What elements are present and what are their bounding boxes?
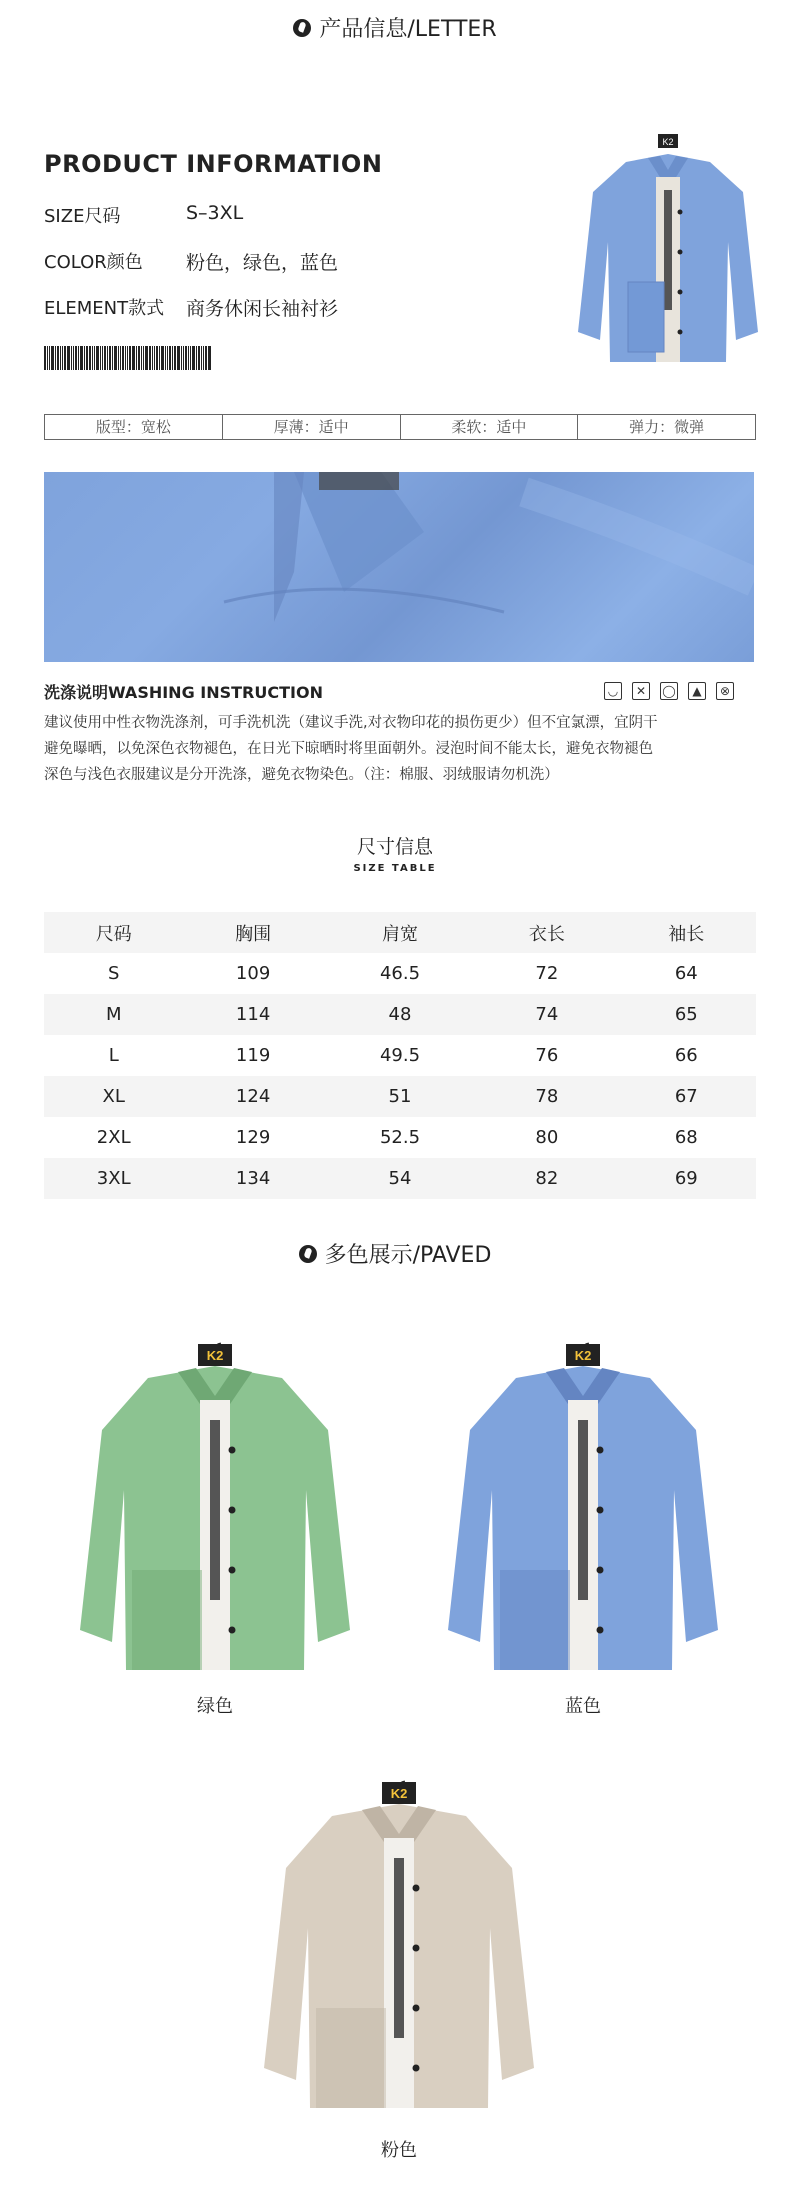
attribute-elasticity: 弹力：微弹 xyxy=(577,415,755,439)
size-table xyxy=(44,912,756,1199)
fabric-closeup-image xyxy=(44,472,754,662)
washing-line: 深色与浅色衣服建议是分开洗涤，避免衣物染色。（注：棉服、羽绒服请勿机洗） xyxy=(44,767,559,783)
table-cell: 2XL xyxy=(96,1127,131,1148)
no-bleach-icon: ✕ xyxy=(632,682,650,700)
table-header-cell: 胸围 xyxy=(183,912,322,953)
size-table-head-row xyxy=(44,912,756,953)
table-cell: XL xyxy=(44,1076,183,1117)
tumble-dry-icon: ◯ xyxy=(660,682,678,700)
table-row xyxy=(44,994,756,1035)
color-photo-blue xyxy=(428,1330,738,1680)
attribute-bar xyxy=(44,414,756,440)
table-cell: 51 xyxy=(323,1076,477,1117)
table-cell: 76 xyxy=(535,1045,559,1066)
section-title-letter xyxy=(0,12,790,43)
brand-logo-icon xyxy=(293,19,311,37)
product-info-list xyxy=(44,202,338,340)
table-cell: 64 xyxy=(674,963,698,984)
hanger-label: K2 xyxy=(662,137,674,147)
attribute-fit: 版型：宽松 xyxy=(95,418,171,436)
table-cell: 82 xyxy=(477,1158,616,1199)
table-cell: 65 xyxy=(617,994,756,1035)
section-title-text: 产品信息/LETTER xyxy=(319,17,497,42)
size-table-subtitle: SIZE TABLE xyxy=(353,863,437,874)
info-key: SIZE尺码 xyxy=(44,206,121,227)
table-cell: 52.5 xyxy=(379,1127,421,1148)
barcode xyxy=(44,346,284,370)
table-cell: 78 xyxy=(477,1076,616,1117)
no-dryclean-icon: ⊗ xyxy=(716,682,734,700)
product-info-heading: PRODUCT INFORMATION xyxy=(44,150,383,178)
table-row xyxy=(44,1076,756,1117)
brand-logo-icon xyxy=(299,1245,317,1263)
info-row-size xyxy=(44,202,338,248)
table-cell: 46.5 xyxy=(379,963,421,984)
table-cell: 72 xyxy=(535,963,559,984)
table-cell: 134 xyxy=(183,1158,322,1199)
table-header-cell: 尺码 xyxy=(44,912,183,953)
tub-icon: ◡ xyxy=(604,682,622,700)
table-cell: 109 xyxy=(235,963,271,984)
table-cell: 68 xyxy=(674,1127,698,1148)
table-row xyxy=(44,1117,756,1158)
table-row xyxy=(44,1158,756,1199)
table-cell: 3XL xyxy=(44,1158,183,1199)
svg-text:K2: K2 xyxy=(206,1348,224,1363)
table-cell: 49.5 xyxy=(379,1045,421,1066)
section-title-text: 多色展示/PAVED xyxy=(324,1243,492,1268)
color-caption-blue: 蓝色 xyxy=(565,1696,601,1717)
product-photo-blue-shirt xyxy=(568,132,768,372)
washing-line: 建议使用中性衣物洗涤剂，可手洗机洗（建议手洗,对衣物印花的损伤更少）但不宜氯漂，宜阴干 xyxy=(44,715,658,731)
info-value: S–3XL xyxy=(186,202,244,224)
table-cell: 48 xyxy=(323,994,477,1035)
washing-title: 洗涤说明WASHING INSTRUCTION xyxy=(44,683,323,702)
table-cell: L xyxy=(108,1045,119,1066)
color-caption-green: 绿色 xyxy=(197,1696,233,1717)
attribute-thickness: 厚薄：适中 xyxy=(222,415,400,439)
info-key: ELEMENT款式 xyxy=(44,298,165,319)
table-header-cell: 袖长 xyxy=(617,912,756,953)
washing-line: 避免曝晒，以免深色衣物褪色，在日光下晾晒时将里面朝外。浸泡时间不能太长，避免衣物褪色 xyxy=(44,741,653,757)
iron-icon: ▲ xyxy=(688,682,706,700)
table-header-cell: 肩宽 xyxy=(323,912,477,953)
table-cell: 119 xyxy=(235,1045,271,1066)
info-row-color xyxy=(44,248,338,294)
washing-text xyxy=(44,710,756,788)
table-row xyxy=(44,953,756,994)
table-cell: 66 xyxy=(674,1045,698,1066)
info-row-element xyxy=(44,294,338,340)
size-table-title: 尺寸信息 xyxy=(356,836,433,858)
color-photo-beige xyxy=(244,1768,554,2118)
svg-text:K2: K2 xyxy=(390,1786,408,1801)
table-row xyxy=(44,1035,756,1076)
table-cell: 114 xyxy=(183,994,322,1035)
table-cell: 74 xyxy=(477,994,616,1035)
table-cell: 69 xyxy=(617,1158,756,1199)
table-cell: 80 xyxy=(535,1127,559,1148)
table-cell: S xyxy=(107,963,120,984)
table-cell: 67 xyxy=(617,1076,756,1117)
svg-text:K2: K2 xyxy=(574,1348,592,1363)
table-cell: 124 xyxy=(183,1076,322,1117)
info-value: 粉色，绿色，蓝色 xyxy=(186,252,339,274)
color-photo-green xyxy=(60,1330,370,1680)
table-cell: 129 xyxy=(235,1127,271,1148)
color-caption-beige: 粉色 xyxy=(381,2140,417,2161)
attribute-softness: 柔软：适中 xyxy=(400,415,578,439)
washing-icons xyxy=(604,682,734,700)
table-cell: M xyxy=(44,994,183,1035)
table-cell: 54 xyxy=(323,1158,477,1199)
size-table-header xyxy=(0,832,790,874)
info-value: 商务休闲长袖衬衫 xyxy=(186,298,339,320)
info-key: COLOR颜色 xyxy=(44,252,143,273)
section-title-paved xyxy=(0,1238,790,1269)
table-header-cell: 衣长 xyxy=(477,912,616,953)
